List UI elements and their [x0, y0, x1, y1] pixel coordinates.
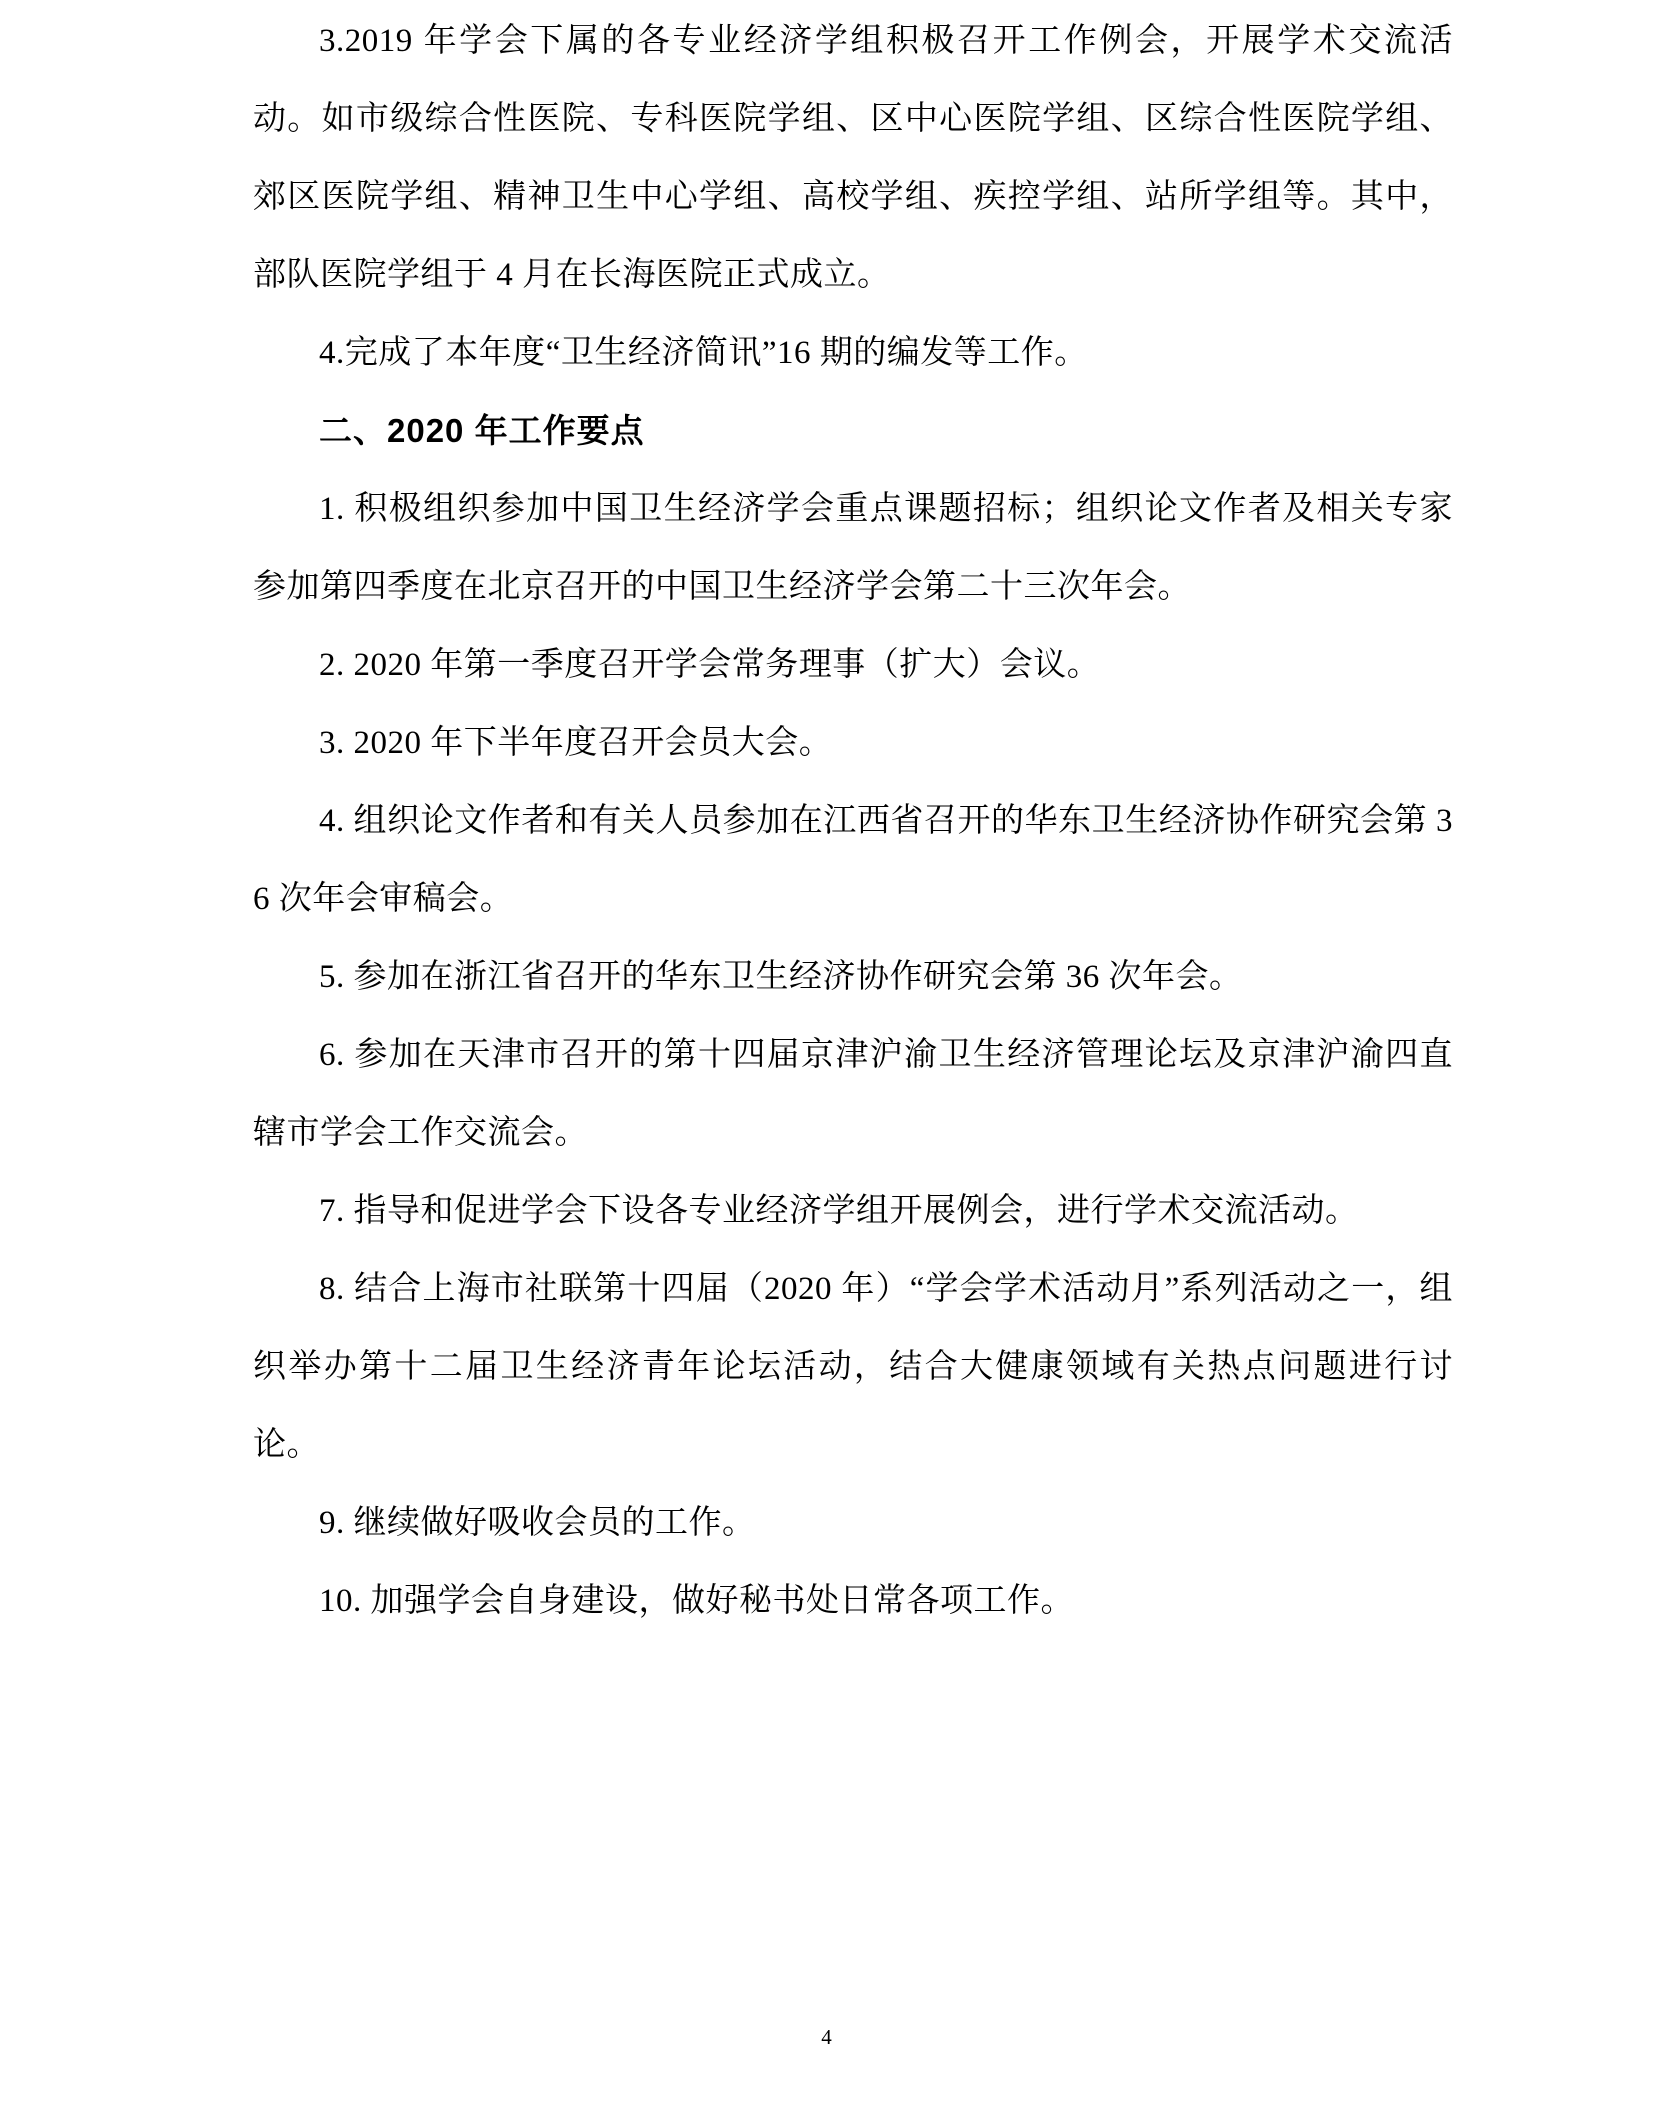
page-number: 4	[821, 2025, 832, 2049]
paragraph-2020-item-7: 7. 指导和促进学会下设各专业经济学组开展例会，进行学术交流活动。	[319, 1193, 1359, 1229]
paragraph-2020-item-2: 2. 2020 年第一季度召开学会常务理事（扩大）会议。	[319, 647, 1101, 683]
paragraph-2020-item-8: 8. 结合上海市社联第十四届（2020 年）“学会学术活动月”系列活动之一，组织举办第十二届卫生经济青年论坛活动，结合大健康领域有关热点问题进行讨论。	[253, 1271, 1453, 1463]
paragraph-2020-item-3: 3. 2020 年下半年度召开会员大会。	[319, 725, 833, 761]
paragraph-2019-item-4: 4.完成了本年度“卫生经济简讯”16 期的编发等工作。	[319, 335, 1088, 371]
paragraph-2020-item-4: 4. 组织论文作者和有关人员参加在江西省召开的华东卫生经济协作研究会第 36 次年会审稿会。	[253, 803, 1453, 917]
section-heading-2020-work-points: 二、2020 年工作要点	[319, 412, 645, 449]
paragraph-2019-item-3: 3.2019 年学会下属的各专业经济学组积极召开工作例会，开展学术交流活动。如市级综合性医院、专科医院学组、区中心医院学组、区综合性医院学组、郊区医院学组、精神卫生中心学组、高校学组、疾控学组、站所学组等。其中，部队医院学组于 4 月在长海医院正式成立。	[253, 23, 1453, 293]
paragraph-2020-item-5: 5. 参加在浙江省召开的华东卫生经济协作研究会第 36 次年会。	[319, 959, 1243, 995]
paragraph-2020-item-9: 9. 继续做好吸收会员的工作。	[319, 1505, 756, 1541]
paragraph-2020-item-10: 10. 加强学会自身建设，做好秘书处日常各项工作。	[319, 1583, 1074, 1619]
paragraph-2020-item-1: 1. 积极组织参加中国卫生经济学会重点课题招标；组织论文作者及相关专家参加第四季度在北京召开的中国卫生经济学会第二十三次年会。	[253, 491, 1453, 605]
document-body	[253, 2, 1453, 1640]
paragraph-2020-item-6: 6. 参加在天津市召开的第十四届京津沪渝卫生经济管理论坛及京津沪渝四直辖市学会工作交流会。	[253, 1037, 1453, 1151]
